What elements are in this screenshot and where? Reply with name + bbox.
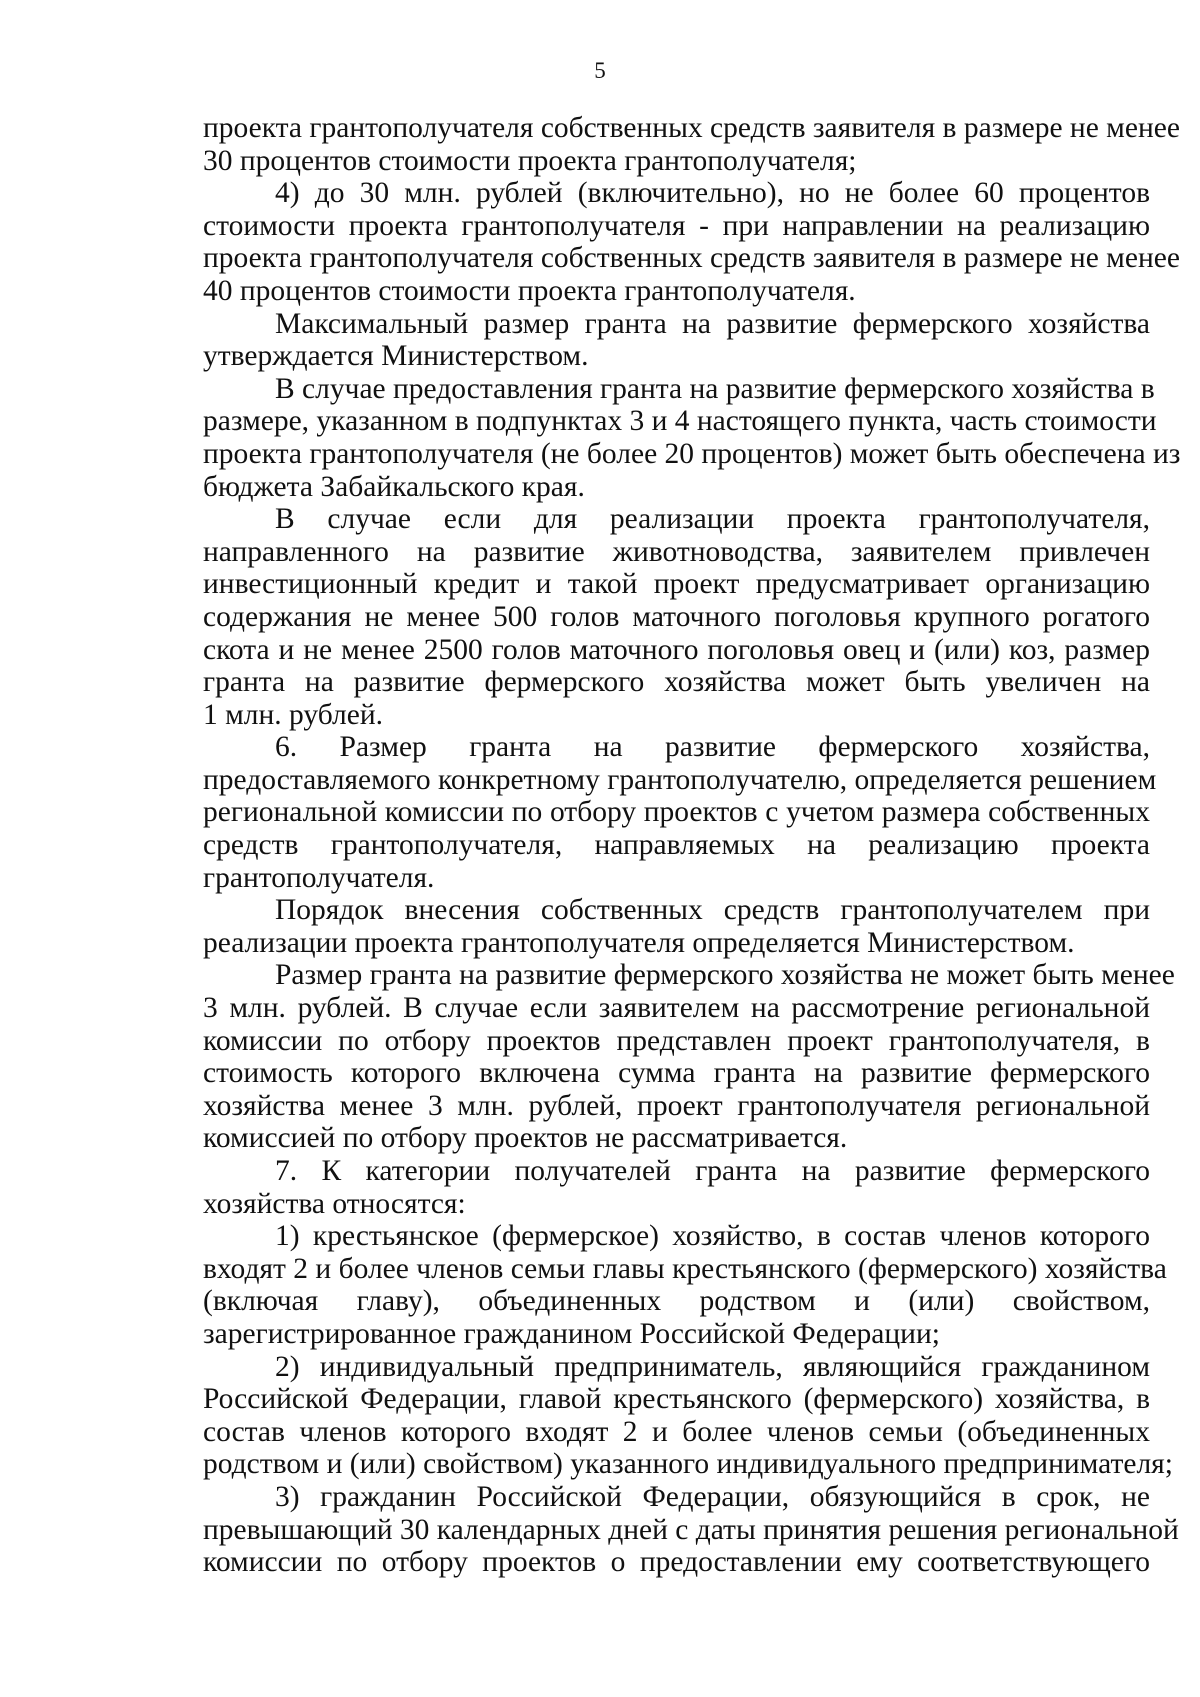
text-line: стоимость которого включена сумма гранта на развитие фермерского bbox=[203, 1057, 1150, 1090]
text-line: комиссии по отбору проектов представлен проект грантополучателя, в bbox=[203, 1024, 1150, 1057]
text-line: 2) индивидуальный предприниматель, являющийся гражданином bbox=[275, 1350, 1150, 1383]
paragraph bbox=[203, 112, 1180, 177]
text-line: 7. К категории получателей гранта на развитие фермерского bbox=[275, 1155, 1150, 1187]
text-line: содержания не менее 500 голов маточного поголовья крупного рогатого bbox=[203, 600, 1150, 633]
text-line: Российской Федерации, главой крестьянского (фермерского) хозяйства, в bbox=[203, 1383, 1150, 1416]
text-line: предоставляемого конкретному грантополучателю, определяется решением bbox=[203, 763, 1157, 796]
text-line: 3) гражданин Российской Федерации, обязующийся в срок, не bbox=[275, 1480, 1150, 1513]
text-line: хозяйства менее 3 млн. рублей, проект грантополучателя региональной bbox=[203, 1089, 1150, 1122]
text-line: проекта грантополучателя (не более 20 процентов) может быть обеспечена из bbox=[203, 437, 1181, 470]
paragraph bbox=[203, 1220, 1167, 1350]
text-line: бюджета Забайкальского края. bbox=[203, 470, 585, 503]
text-line: инвестиционный кредит и такой проект предусматривает организацию bbox=[203, 568, 1150, 601]
paragraph bbox=[203, 372, 1181, 503]
text-line: размере, указанном в подпунктах 3 и 4 настоящего пункта, часть стоимости bbox=[203, 405, 1157, 438]
text-line: 1) крестьянское (фермерское) хозяйство, в состав членов которого bbox=[275, 1220, 1150, 1253]
text-line: комиссией по отбору проектов не рассматривается. bbox=[203, 1122, 848, 1155]
text-line: скота и не менее 2500 голов маточного поголовья овец и (или) коз, размер bbox=[203, 633, 1150, 666]
text-line: стоимости проекта грантополучателя - при направлении на реализацию bbox=[203, 209, 1150, 242]
text-line: входят 2 и более членов семьи главы крестьянского (фермерского) хозяйства bbox=[203, 1252, 1167, 1285]
paragraph bbox=[203, 177, 1180, 307]
paragraph bbox=[203, 894, 1150, 959]
text-line: 1 млн. рублей. bbox=[203, 698, 384, 731]
text-line: утверждается Министерством. bbox=[203, 340, 589, 373]
text-line: направленного на развитие животноводства, заявителем привлечен bbox=[203, 535, 1150, 568]
text-line: реализации проекта грантополучателя определяется Министерством. bbox=[203, 926, 1075, 959]
text-line: родством и (или) свойством) указанного индивидуального предпринимателя; bbox=[203, 1448, 1173, 1481]
text-line: Максимальный размер гранта на развитие фермерского хозяйства bbox=[275, 307, 1150, 340]
paragraph bbox=[203, 1480, 1179, 1579]
text-line: В случае предоставления гранта на развитие фермерского хозяйства в bbox=[275, 372, 1155, 405]
paragraph bbox=[203, 731, 1157, 894]
text-line: В случае если для реализации проекта грантополучателя, bbox=[275, 503, 1150, 536]
text-line: проекта грантополучателя собственных средств заявителя в размере не менее bbox=[203, 112, 1180, 144]
paragraph bbox=[203, 308, 1150, 373]
document-body bbox=[203, 112, 1181, 1579]
text-line: хозяйства относятся: bbox=[203, 1187, 466, 1220]
text-line: 4) до 30 млн. рублей (включительно), но не более 60 процентов bbox=[275, 177, 1150, 210]
text-line: грантополучателя. bbox=[203, 861, 435, 894]
text-line: превышающий 30 календарных дней с даты принятия решения региональной bbox=[203, 1513, 1179, 1546]
paragraph bbox=[203, 959, 1175, 1155]
paragraph bbox=[203, 1350, 1173, 1481]
text-line: 3 млн. рублей. В случае если заявителем на рассмотрение региональной bbox=[203, 992, 1150, 1025]
text-line: состав членов которого входят 2 и более членов семьи (объединенных bbox=[203, 1415, 1150, 1448]
text-line: 40 процентов стоимости проекта грантополучателя. bbox=[203, 274, 856, 307]
text-line: (включая главу), объединенных родством и (или) свойством, bbox=[203, 1285, 1150, 1318]
text-line: зарегистрированное гражданином Российской Федерации; bbox=[203, 1317, 940, 1350]
text-line: Размер гранта на развитие фермерского хозяйства не может быть менее bbox=[275, 959, 1175, 992]
text-line: Порядок внесения собственных средств грантополучателем при bbox=[275, 894, 1150, 927]
text-line: 6. Размер гранта на развитие фермерского хозяйства, bbox=[275, 731, 1150, 764]
text-line: средств грантополучателя, направляемых на реализацию проекта bbox=[203, 829, 1150, 862]
text-line: 30 процентов стоимости проекта грантополучателя; bbox=[203, 144, 857, 177]
text-line: проекта грантополучателя собственных средств заявителя в размере не менее bbox=[203, 242, 1180, 275]
paragraph bbox=[203, 503, 1150, 731]
text-line: гранта на развитие фермерского хозяйства может быть увеличен на bbox=[203, 666, 1150, 699]
text-line: региональной комиссии по отбору проектов с учетом размера собственных bbox=[203, 796, 1150, 829]
text-line: комиссии по отбору проектов о предоставлении ему соответствующего bbox=[203, 1546, 1150, 1579]
paragraph bbox=[203, 1155, 1150, 1220]
page-number: 5 bbox=[594, 58, 606, 83]
